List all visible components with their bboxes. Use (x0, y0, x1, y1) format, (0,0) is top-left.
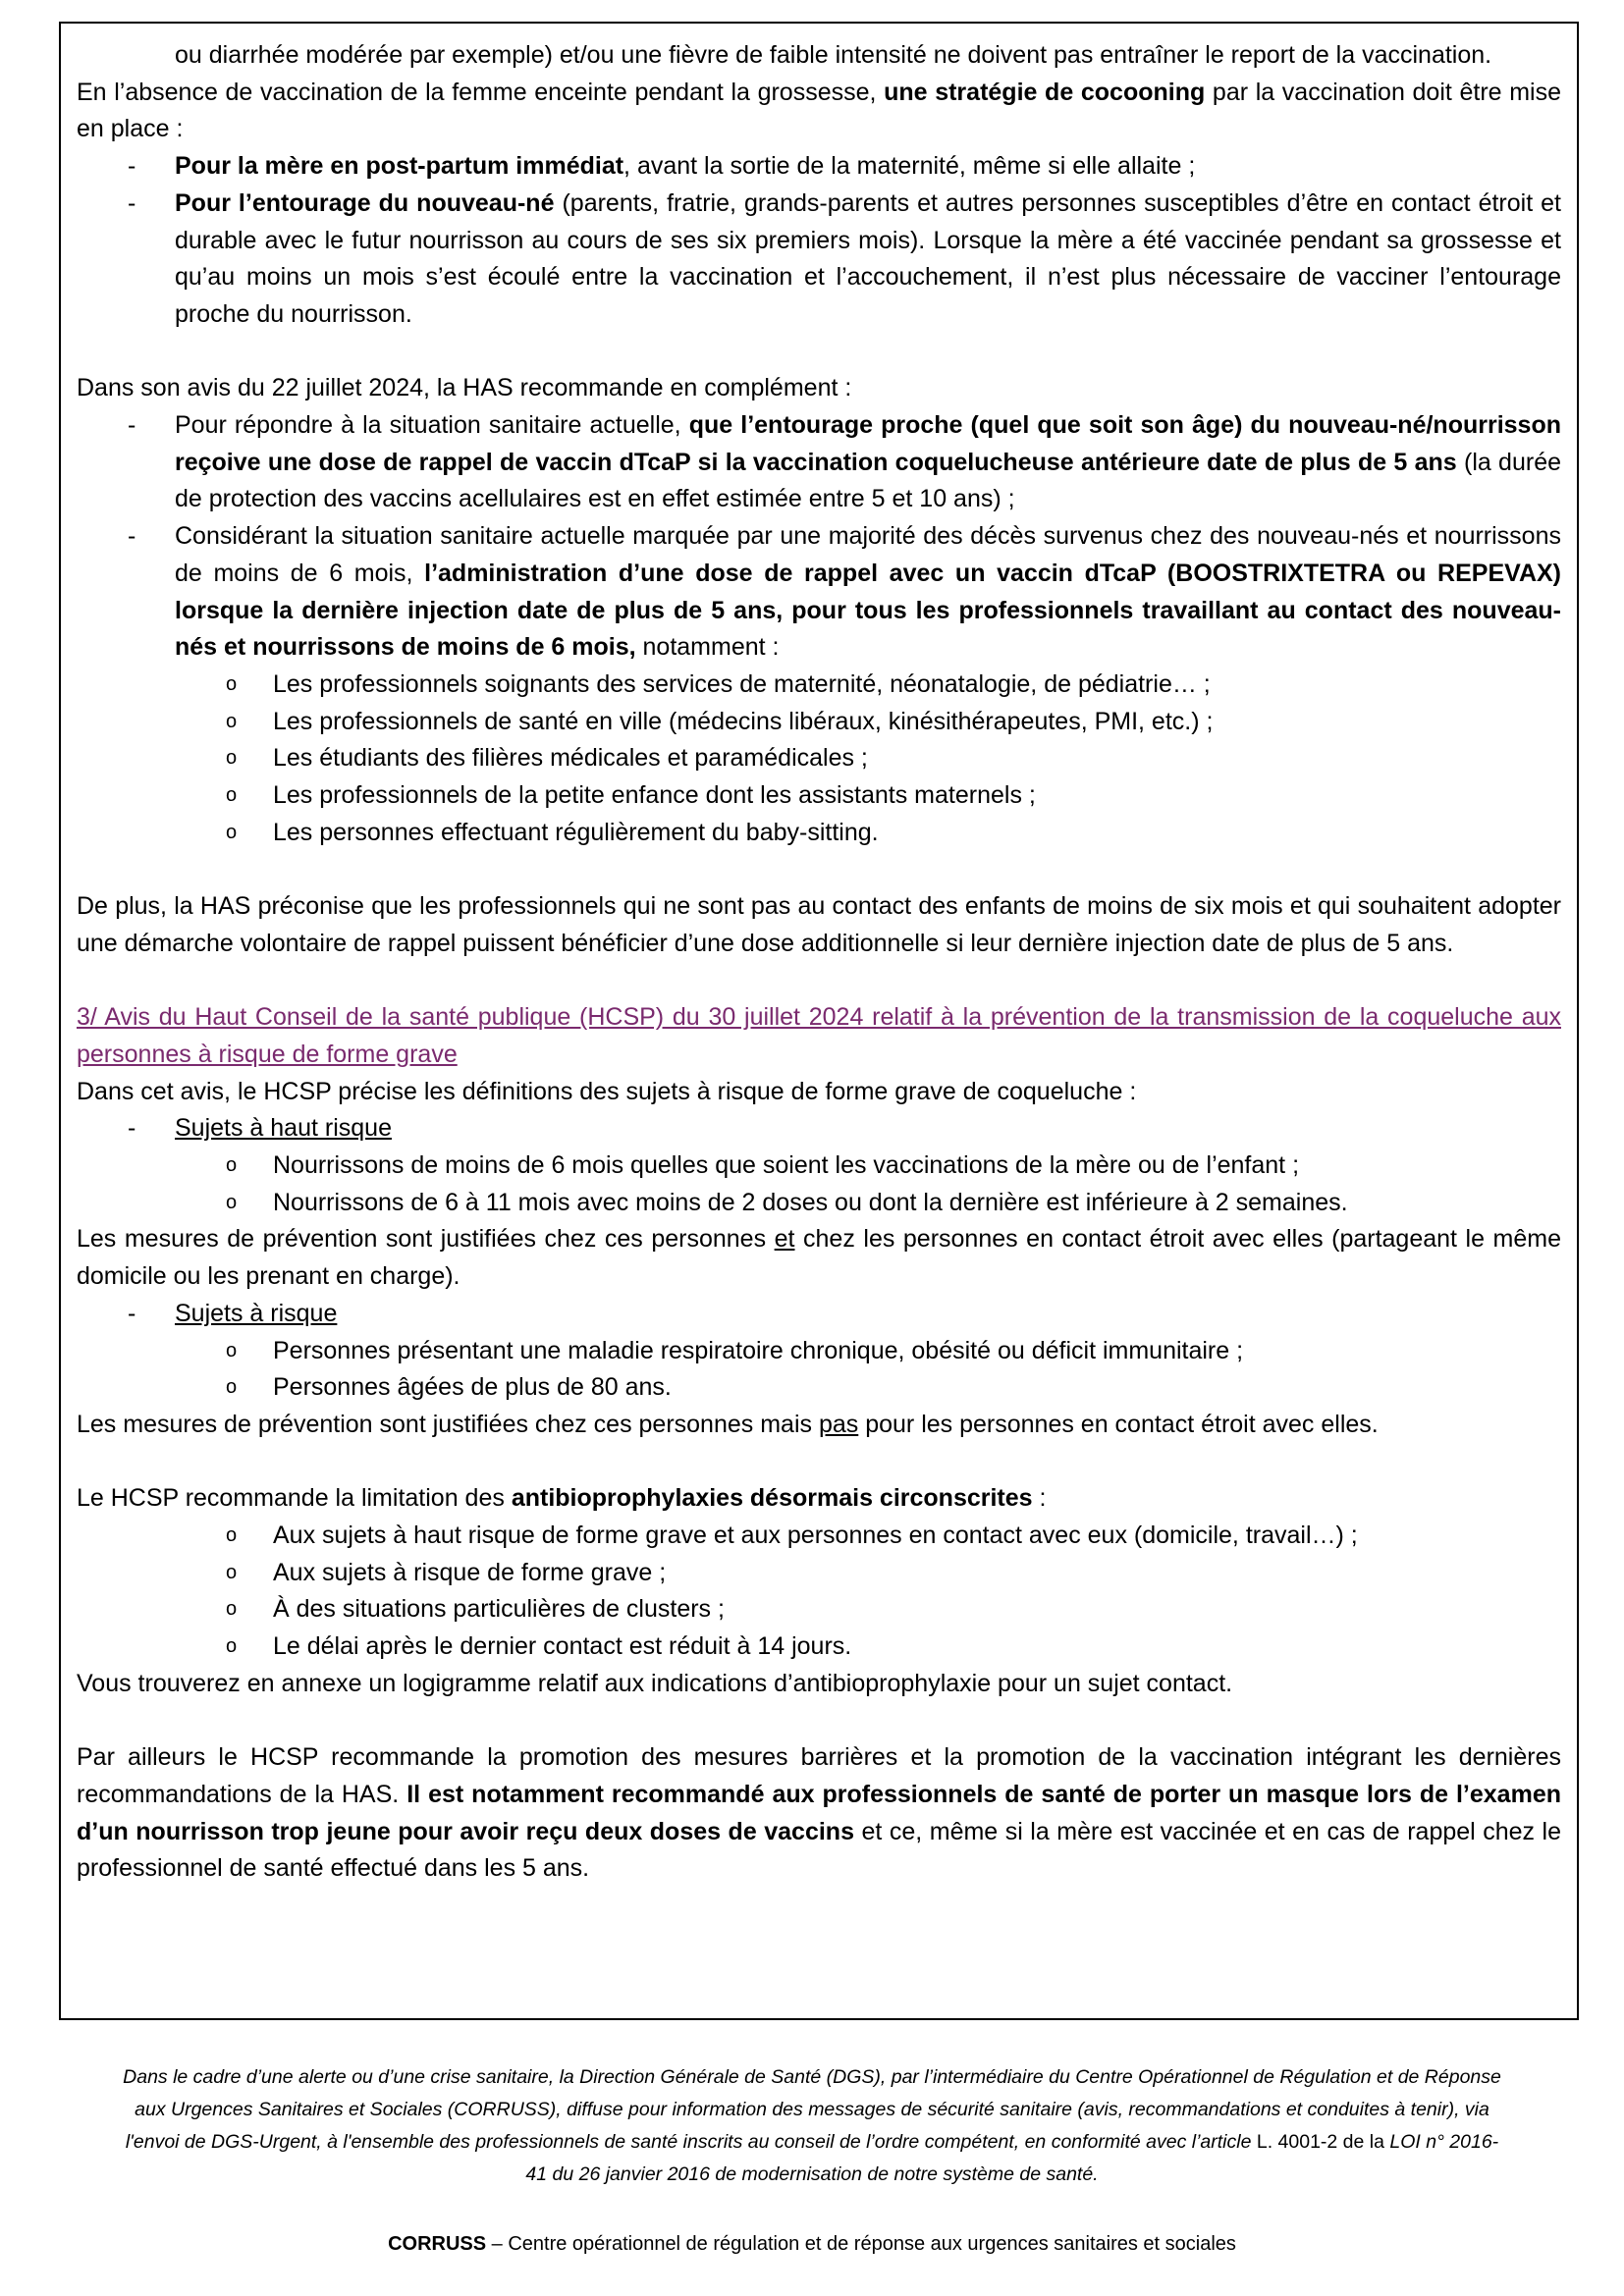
legal-footer: Dans le cadre d’une alerte ou d’une crise sanitaire, la Direction Générale de Santé (DGS), par l’intermédiaire du Centre Opérationnel de Régulation et de Réponse aux Urgences Sanitaires et Sociales (CORRUSS), diffuse pour information des messages de sécurité sanitaire (avis, recommandations et conduites à tenir), via l'envoi de DGS-Urgent, à l'ensemble des professionnels de santé inscrits au conseil de l’ordre compétent, en conformité avec l’article L. 4001-2 de la LOI n° 2016-41 du 26 janvier 2016 de modernisation de notre système de santé. (123, 2066, 1501, 2185)
list-item: - Sujets à risque (128, 1299, 338, 1327)
antibioprophylaxis-intro: Le HCSP recommande la limitation des antibioprophylaxies désormais circonscrites : (77, 1484, 1047, 1513)
content-frame (59, 22, 1579, 2020)
list-item: - Pour répondre à la situation sanitaire actuelle, que l’entourage proche (quel que soit son âge) du nouveau-né/nourrisson reçoive une dose de rappel de vaccin dTcaP si la vaccination coquelucheuse antérieure date de plus de 5 ans (la durée de protection des vaccins acellulaires est en effet estimée entre 5 et 10 ans) ; (128, 411, 1561, 513)
list-item: - Sujets à haut risque (128, 1114, 392, 1143)
measures-paragraph: Les mesures de prévention sont justifiées chez ces personnes et chez les personnes en contact étroit avec elles (partageant le même domicile ou les prenant en charge). (77, 1225, 1561, 1291)
sub-list-item: o Nourrissons de moins de 6 mois quelles que soient les vaccinations de la mère ou de l’enfant ; (226, 1151, 1300, 1180)
sub-list-item: o Les professionnels de la petite enfance dont les assistants maternels ; (226, 781, 1036, 810)
sub-list-item: o Les professionnels de santé en ville (médecins libéraux, kinésithérapeutes, PMI, etc.) ; (226, 707, 1214, 735)
corruss-footer: CORRUSS – Centre opérationnel de régulation et de réponse aux urgences sanitaires et sociales (388, 2233, 1236, 2255)
sub-list-item: o Les professionnels soignants des services de maternité, néonatalogie, de pédiatrie… ; (226, 669, 1211, 698)
list-item: - Considérant la situation sanitaire actuelle marquée par une majorité des décès survenus chez des nouveau-nés et nourrissons de moins de 6 mois, l’administration d’une dose de rappel avec un vaccin dTcaP (BOOSTRIXTETRA ou REPEVAX) lorsque la dernière injection date de plus de 5 ans, pour tous les professionnels travaillant au contact des nouveau-nés et nourrissons de moins de 6 mois, notamment : (128, 522, 1561, 662)
list-item: - Pour la mère en post-partum immédiat, avant la sortie de la maternité, même si elle allaite ; (128, 152, 1196, 181)
has-intro: Dans son avis du 22 juillet 2024, la HAS recommande en complément : (77, 374, 852, 402)
sub-list-item: o À des situations particulières de clusters ; (226, 1595, 725, 1624)
sub-list-item: o Aux sujets à haut risque de forme grave et aux personnes en contact avec eux (domicile, travail…) ; (226, 1522, 1358, 1550)
closing-paragraph: Par ailleurs le HCSP recommande la promotion des mesures barrières et la promotion de la vaccination intégrant les dernières recommandations de la HAS. Il est notamment recommandé aux professionnels de santé de porter un masque lors de l’examen d’un nourrisson trop jeune pour avoir reçu deux doses de vaccins et ce, même si la mère est vaccinée et en cas de rappel chez le professionnel de santé effectué dans les 5 ans. (77, 1743, 1562, 1883)
sub-list-item: o Le délai après le dernier contact est réduit à 14 jours. (226, 1632, 852, 1661)
measures-paragraph: Les mesures de prévention sont justifiées chez ces personnes mais pas pour les personnes en contact étroit avec elles. (77, 1410, 1379, 1438)
sub-list-item: o Nourrissons de 6 à 11 mois avec moins de 2 doses ou dont la dernière est inférieure à 2 semaines. (226, 1188, 1348, 1216)
sub-list-item: o Les personnes effectuant régulièrement du baby-sitting. (226, 818, 879, 846)
hcsp-intro: Dans cet avis, le HCSP précise les définitions des sujets à risque de forme grave de coqueluche : (77, 1077, 1137, 1105)
document-body (77, 37, 1561, 1888)
sub-list-item: o Personnes âgées de plus de 80 ans. (226, 1373, 672, 1402)
annex-note: Vous trouverez en annexe un logigramme relatif aux indications d’antibioprophylaxie pour un sujet contact. (77, 1669, 1233, 1697)
paragraph-cocooning: En l’absence de vaccination de la femme enceinte pendant la grossesse, une stratégie de cocooning par la vaccination doit être mise en place : (77, 78, 1561, 143)
has-extra-paragraph: De plus, la HAS préconise que les professionnels qui ne sont pas au contact des enfants de moins de six mois et qui souhaitent adopter une démarche volontaire de rappel puissent bénéficier d’une dose additionnelle si leur dernière injection date de plus de 5 ans. (77, 892, 1561, 957)
section-heading: 3/ Avis du Haut Conseil de la santé publique (HCSP) du 30 juillet 2024 relatif à la prévention de la transmission de la coqueluche aux personnes à risque de forme grave (77, 1003, 1561, 1068)
paragraph-continuation: ou diarrhée modérée par exemple) et/ou une fièvre de faible intensité ne doivent pas entraîner le report de la vaccination. (175, 41, 1492, 69)
sub-list-item: o Aux sujets à risque de forme grave ; (226, 1558, 667, 1586)
sub-list-item: o Personnes présentant une maladie respiratoire chronique, obésité ou déficit immunitaire ; (226, 1336, 1244, 1364)
sub-list-item: o Les étudiants des filières médicales et paramédicales ; (226, 744, 868, 773)
list-item: - Pour l’entourage du nouveau-né (parents, fratrie, grands-parents et autres personnes susceptibles d’être en contact étroit et durable avec le futur nourrisson au cours de ses six premiers mois). Lorsque la mère a été vaccinée pendant sa grossesse et qu’au moins un mois s’est écoulé entre la vaccination et l’accouchement, il n’est plus nécessaire de vacciner l’entourage proche du nourrisson. (128, 188, 1561, 328)
